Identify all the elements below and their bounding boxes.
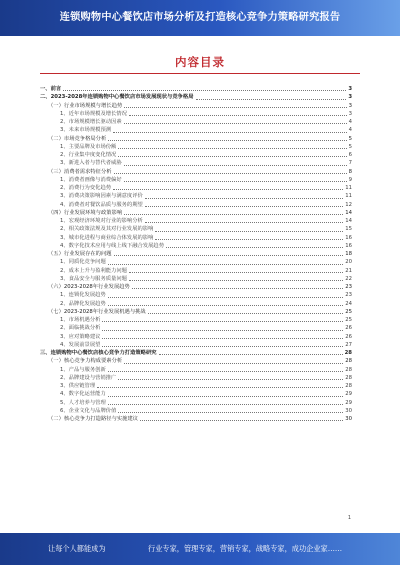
toc-entry-text: 4、数字化技术应用与线上线下融合发展趋势 — [60, 242, 165, 249]
toc-leader-dots — [118, 156, 346, 157]
toc-entry[interactable] — [40, 176, 352, 184]
toc-entry[interactable] — [40, 209, 352, 217]
toc-entry-text: 2、行业集中度变化情况 — [60, 152, 117, 158]
toc-entry[interactable] — [40, 374, 352, 382]
toc-entry-text: （六）2023-2028年行业发展趋势 — [48, 284, 130, 290]
toc-leader-dots — [140, 420, 343, 421]
toc-entry-text: 1、产品与服务创新 — [60, 366, 106, 373]
toc-leader-dots — [196, 99, 347, 100]
toc-leader-dots — [148, 313, 344, 314]
toc-leader-dots — [145, 206, 343, 207]
toc-entry-text: （一）核心竞争力构成要素分析 — [48, 358, 123, 365]
toc-entry-text: 1、主要品牌及市场份额 — [60, 143, 117, 150]
toc-entry-text: 1、宏观经济环境对行业的影响分析 — [60, 218, 143, 224]
toc-title-divider — [40, 73, 360, 74]
toc-entry-text: 1、近年市场规模及增长情况 — [60, 110, 127, 117]
toc-leader-dots — [108, 305, 344, 306]
toc-entry-page: 29 — [345, 391, 352, 398]
toc-entry-page: 11 — [345, 193, 352, 200]
toc-entry[interactable] — [40, 333, 352, 341]
toc-entry-text: 3、城市化进程与商业综合体发展的影响 — [60, 234, 154, 241]
toc-entry-text: （一）行业市场规模与增长趋势 — [48, 102, 123, 109]
toc-leader-dots — [108, 371, 344, 372]
toc-title: 内容目录 — [175, 55, 225, 69]
toc-entry-page: 26 — [345, 325, 352, 332]
toc-entry[interactable] — [40, 283, 352, 291]
toc-entry-page: 27 — [345, 341, 352, 348]
toc-entry[interactable] — [40, 382, 352, 390]
toc-entry[interactable] — [40, 201, 352, 209]
toc-entry[interactable] — [40, 357, 352, 365]
toc-entry[interactable] — [40, 93, 352, 101]
toc-entry-page: 12 — [345, 201, 352, 208]
toc-entry[interactable] — [40, 143, 352, 151]
toc-entry[interactable] — [40, 217, 352, 225]
toc-entry[interactable] — [40, 316, 352, 324]
toc-leader-dots — [124, 363, 343, 364]
toc-entry-page: 14 — [345, 218, 352, 224]
toc-entry-page: 26 — [345, 333, 352, 340]
toc-entry-text: 3、未来市场规模预测 — [60, 127, 112, 134]
toc-leader-dots — [108, 264, 344, 265]
toc-entry-text: 2、成本上升与盈利能力问题 — [60, 267, 127, 274]
toc-leader-dots — [124, 123, 347, 124]
toc-leader-dots — [166, 247, 343, 248]
toc-entry-page: 21 — [345, 267, 352, 274]
toc-entry-page: 3 — [348, 102, 352, 109]
toc-leader-dots — [132, 288, 343, 289]
toc-entry-text: （四）行业发展环境与政策影响 — [48, 209, 123, 216]
toc-entry-page: 6 — [348, 152, 352, 158]
toc-entry[interactable] — [40, 225, 352, 233]
toc-entry[interactable] — [40, 85, 352, 93]
toc-entry-text: 二、2023-2028年连锁购物中心餐饮店市场发展现状与竞争格局 — [40, 94, 194, 101]
toc-entry-page: 18 — [345, 251, 352, 257]
toc-entry-page: 7 — [348, 160, 352, 167]
toc-entry-page: 29 — [345, 399, 352, 406]
toc-entry-page: 11 — [345, 185, 352, 191]
toc-entry-page: 28 — [345, 358, 352, 365]
toc-entry-text: 2、市场规模增长驱动因素 — [60, 119, 122, 125]
toc-leader-dots — [102, 330, 343, 331]
toc-entry-text: 2、消费行为变化趋势 — [60, 185, 112, 191]
footer-banner — [0, 533, 400, 565]
toc-entry-text: 3、消费决策影响因素与满意度评价 — [60, 193, 143, 200]
toc-leader-dots — [124, 214, 343, 215]
toc-entry-text: 2、品牌化发展趋势 — [60, 300, 106, 307]
toc-entry[interactable] — [40, 366, 352, 374]
report-title: 连锁购物中心餐饮店市场分析及打造核心竞争力策略研究报告 — [59, 12, 341, 23]
toc-entry-text: 3、新进入者与替代者威胁 — [60, 160, 122, 167]
toc-entry[interactable] — [40, 250, 352, 258]
toc-leader-dots — [118, 148, 346, 149]
toc-entry[interactable] — [40, 267, 352, 275]
toc-entry-page: 3 — [348, 94, 352, 101]
toc-entry-page: 16 — [345, 234, 352, 241]
toc-entry-page: 23 — [345, 292, 352, 299]
toc-leader-dots — [108, 140, 346, 141]
toc-leader-dots — [108, 396, 344, 397]
toc-leader-dots — [155, 231, 343, 232]
page-number: 1 — [347, 515, 351, 521]
toc-entry-page: 16 — [345, 242, 352, 249]
toc-entry-text: 4、消费者对餐饮品质与服务的期望 — [60, 201, 143, 208]
toc-entry-page: 5 — [348, 143, 352, 150]
toc-entry[interactable] — [40, 234, 352, 242]
toc-entry-text: 1、同质化竞争问题 — [60, 259, 106, 266]
toc-entry[interactable] — [40, 151, 352, 159]
toc-entry-text: 1、连锁化发展趋势 — [60, 292, 106, 299]
table-of-contents — [40, 85, 352, 423]
toc-entry[interactable] — [40, 135, 352, 143]
toc-entry-text: 2、相关政策法规及其对行业发展的影响 — [60, 226, 154, 233]
toc-leader-dots — [63, 90, 346, 91]
toc-entry[interactable] — [40, 126, 352, 134]
toc-entry-text: （二）核心竞争力打造路径与实施建议 — [48, 416, 139, 422]
toc-entry-text: 6、企业文化与品牌价值 — [60, 407, 117, 414]
toc-entry[interactable] — [40, 324, 352, 332]
toc-entry-page: 23 — [345, 284, 352, 290]
toc-entry-text: 3、应对策略建议 — [60, 333, 101, 340]
toc-leader-dots — [118, 412, 343, 413]
toc-entry-text: 一、前言 — [40, 86, 62, 92]
toc-leader-dots — [129, 272, 343, 273]
toc-entry-page: 14 — [345, 209, 352, 216]
toc-entry-text: 1、消费者画像与消费偏好 — [60, 176, 122, 183]
toc-entry-text: 5、人才培养与管理 — [60, 399, 106, 406]
toc-leader-dots — [97, 387, 343, 388]
toc-entry-page: 28 — [345, 366, 352, 373]
toc-entry[interactable] — [40, 415, 352, 423]
toc-entry[interactable] — [40, 407, 352, 415]
toc-leader-dots — [102, 346, 343, 347]
toc-entry[interactable] — [40, 275, 352, 283]
toc-leader-dots — [129, 115, 347, 116]
toc-entry-text: 2、品牌建设与营销推广 — [60, 374, 117, 381]
toc-entry[interactable] — [40, 168, 352, 176]
toc-entry[interactable] — [40, 118, 352, 126]
toc-entry-page: 30 — [345, 416, 352, 422]
toc-entry-text: （二）市场竞争格局分析 — [48, 135, 107, 142]
toc-entry-text: 4、数字化运营能力 — [60, 391, 106, 398]
toc-entry[interactable] — [40, 300, 352, 308]
toc-entry[interactable] — [40, 349, 352, 357]
footer-slogan: 让每个人都能成为 — [48, 544, 106, 553]
toc-leader-dots — [102, 321, 343, 322]
toc-entry[interactable] — [40, 102, 352, 110]
toc-leader-dots — [108, 297, 344, 298]
toc-entry-page: 3 — [348, 86, 352, 92]
toc-leader-dots — [102, 338, 343, 339]
toc-entry[interactable] — [40, 242, 352, 250]
toc-entry-page: 22 — [345, 275, 352, 282]
toc-entry-text: 三、连锁购物中心餐饮店核心竞争力打造策略研究 — [40, 350, 157, 356]
toc-leader-dots — [114, 255, 344, 256]
toc-entry-text: 4、发展前景展望 — [60, 341, 101, 348]
toc-entry-text: （七）2023-2028年行业发展机遇与挑战 — [48, 308, 146, 315]
toc-leader-dots — [124, 181, 347, 182]
toc-entry-text: （五）行业发展存在的问题 — [48, 251, 112, 257]
toc-entry[interactable] — [40, 399, 352, 407]
toc-entry-page: 3 — [348, 110, 352, 117]
toc-entry-page: 15 — [345, 226, 352, 233]
footer-roles: 行业专家，管理专家，营销专家，战略专家，成功企业家…… — [148, 544, 343, 553]
toc-entry-page: 25 — [345, 308, 352, 315]
report-header-banner — [0, 0, 400, 36]
toc-entry[interactable] — [40, 308, 352, 316]
toc-leader-dots — [108, 404, 344, 405]
toc-leader-dots — [113, 189, 343, 190]
toc-leader-dots — [155, 239, 343, 240]
toc-entry[interactable] — [40, 390, 352, 398]
toc-entry-page: 9 — [348, 176, 352, 183]
toc-entry-text: 1、市场机遇分析 — [60, 317, 101, 323]
toc-leader-dots — [114, 173, 347, 174]
toc-entry[interactable] — [40, 159, 352, 167]
toc-entry[interactable] — [40, 291, 352, 299]
toc-entry-page: 28 — [345, 374, 352, 381]
toc-entry[interactable] — [40, 192, 352, 200]
toc-leader-dots — [129, 280, 343, 281]
toc-entry-page: 24 — [345, 300, 352, 307]
toc-entry[interactable] — [40, 258, 352, 266]
toc-entry-page: 25 — [345, 317, 352, 323]
toc-entry-page: 28 — [345, 383, 352, 389]
toc-entry-page: 20 — [345, 259, 352, 266]
toc-leader-dots — [145, 198, 343, 199]
toc-entry-page: 4 — [348, 127, 352, 134]
toc-entry[interactable] — [40, 184, 352, 192]
toc-leader-dots — [159, 354, 343, 355]
toc-leader-dots — [118, 379, 343, 380]
toc-entry-page: 30 — [345, 407, 352, 414]
toc-entry-text: 3、食品安全与服务质量问题 — [60, 275, 127, 282]
toc-leader-dots — [124, 107, 346, 108]
toc-leader-dots — [145, 222, 343, 223]
toc-entry-page: 28 — [344, 350, 352, 356]
toc-leader-dots — [113, 132, 347, 133]
toc-entry-text: 3、供应链管理 — [60, 383, 96, 389]
toc-entry[interactable] — [40, 110, 352, 118]
toc-entry-text: 2、面临挑战分析 — [60, 325, 101, 332]
toc-leader-dots — [124, 165, 347, 166]
toc-entry-text: （三）消费者需求特征分析 — [48, 168, 112, 175]
toc-entry-page: 4 — [348, 119, 352, 125]
toc-entry[interactable] — [40, 341, 352, 349]
toc-entry-page: 5 — [348, 135, 352, 142]
toc-entry-page: 8 — [348, 168, 352, 175]
